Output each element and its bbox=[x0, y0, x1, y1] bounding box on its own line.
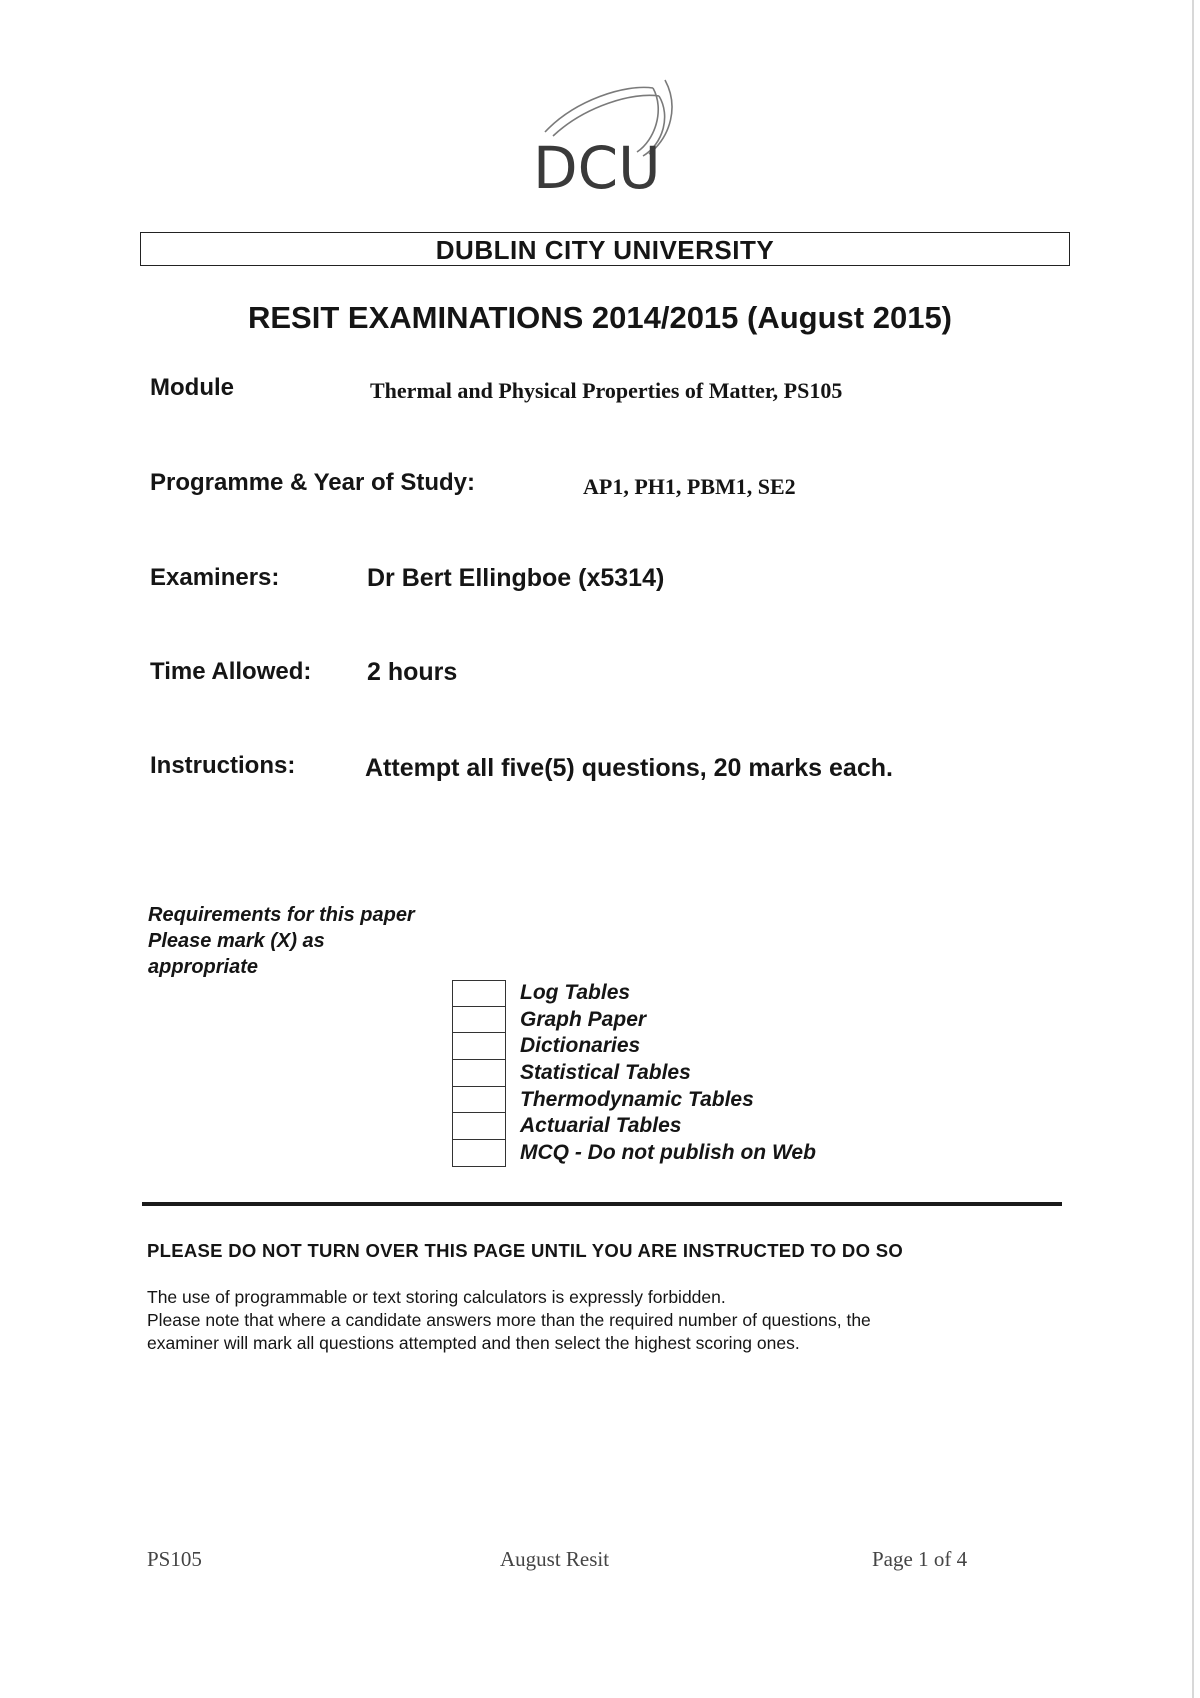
notes-line2: Please note that where a candidate answers more than the required number of questions, the bbox=[147, 1310, 871, 1330]
notes-line1: The use of programmable or text storing calculators is expressly forbidden. bbox=[147, 1287, 726, 1307]
requirement-label: Thermodynamic Tables bbox=[520, 1087, 754, 1111]
requirement-label: Actuarial Tables bbox=[520, 1114, 682, 1138]
notes-line3: examiner will mark all questions attempted and then select the highest scoring ones. bbox=[147, 1333, 800, 1353]
programme-label: Programme & Year of Study: bbox=[150, 469, 475, 496]
requirement-checkbox[interactable] bbox=[452, 1087, 506, 1114]
requirements-heading bbox=[148, 902, 415, 980]
svg-text:DCU: DCU bbox=[533, 134, 661, 200]
module-value: Thermal and Physical Properties of Matter, PS105 bbox=[370, 378, 843, 403]
module-label: Module bbox=[150, 374, 234, 401]
footer-module-code: PS105 bbox=[147, 1547, 202, 1571]
programme-value: AP1, PH1, PBM1, SE2 bbox=[583, 474, 796, 499]
do-not-turn-warning: PLEASE DO NOT TURN OVER THIS PAGE UNTIL YOU ARE INSTRUCTED TO DO SO bbox=[147, 1240, 904, 1261]
requirements-heading-line1: Requirements for this paper bbox=[148, 904, 415, 926]
instructions-value: Attempt all five(5) questions, 20 marks each. bbox=[365, 754, 893, 782]
page-edge bbox=[1192, 0, 1194, 1698]
requirement-checkbox[interactable] bbox=[452, 1140, 506, 1167]
time-allowed-label: Time Allowed: bbox=[150, 658, 312, 685]
requirement-checkbox[interactable] bbox=[452, 1060, 506, 1087]
examiners-label: Examiners: bbox=[150, 564, 280, 591]
requirement-label: Log Tables bbox=[520, 981, 631, 1004]
footer-page-number: Page 1 of 4 bbox=[872, 1547, 968, 1571]
requirement-checkbox[interactable] bbox=[452, 1033, 506, 1060]
requirement-checkbox[interactable] bbox=[452, 1113, 506, 1140]
instructions-label: Instructions: bbox=[150, 752, 296, 779]
requirements-heading-line3: appropriate bbox=[148, 956, 259, 978]
exam-title: RESIT EXAMINATIONS 2014/2015 (August 2015) bbox=[247, 300, 953, 335]
requirement-label: MCQ - Do not publish on Web bbox=[520, 1141, 816, 1165]
dcu-logo bbox=[525, 70, 685, 200]
requirement-label: Graph Paper bbox=[520, 1007, 647, 1031]
requirements-heading-line2: Please mark (X) as bbox=[148, 930, 325, 952]
exam-notes bbox=[147, 1286, 1047, 1355]
requirement-label: Statistical Tables bbox=[520, 1061, 691, 1085]
horizontal-rule bbox=[142, 1202, 1062, 1206]
university-name: DUBLIN CITY UNIVERSITY bbox=[140, 232, 1070, 266]
footer-resit-label: August Resit bbox=[500, 1547, 610, 1571]
examiners-value: Dr Bert Ellingboe (x5314) bbox=[367, 564, 665, 592]
requirement-checkbox[interactable] bbox=[452, 980, 506, 1007]
time-allowed-value: 2 hours bbox=[367, 658, 458, 686]
requirement-label: Dictionaries bbox=[520, 1034, 641, 1058]
requirement-checkbox[interactable] bbox=[452, 1007, 506, 1034]
